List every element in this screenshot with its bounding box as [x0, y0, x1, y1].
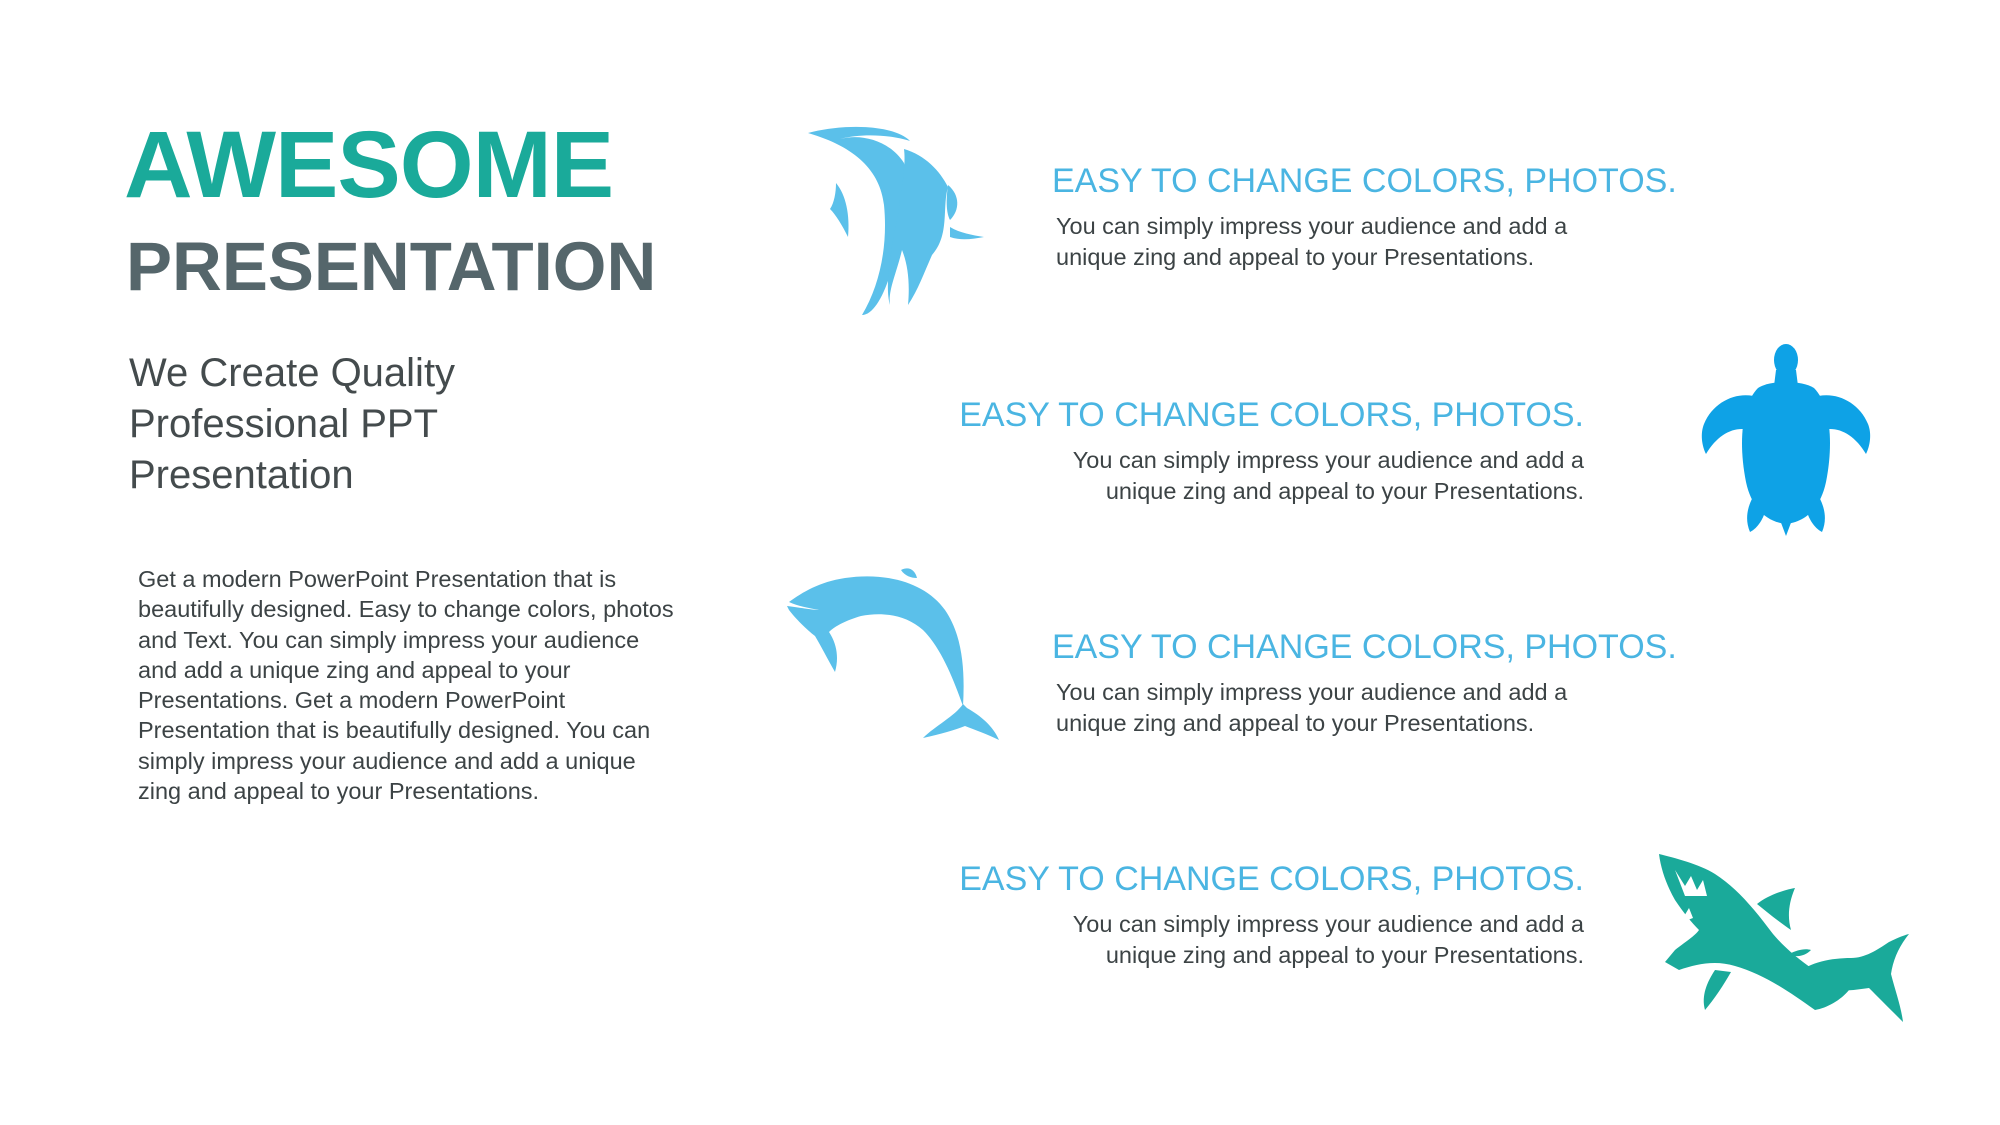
feature-item-3 — [1052, 630, 1677, 738]
hero-body-text: Get a modern PowerPoint Presentation that is beautifully designed. Easy to change colors, photos and Text. You can simply impress your audience and add a unique zing and appeal to your Presentations. Get a modern PowerPoint Presentation that is beautifully designed. You can simply impress your audience and add a unique zing and appeal to your Presentations. — [138, 566, 674, 805]
feature-description — [1056, 211, 1677, 272]
feature-description-line: unique zing and appeal to your Presentations. — [1056, 243, 1535, 270]
feature-description-line: You can simply impress your audience and add a — [1056, 679, 1568, 705]
feature-description-line: unique zing and appeal to your Presentations. — [1105, 477, 1584, 504]
feature-heading: EASY TO CHANGE COLORS, PHOTOS. — [1052, 162, 1677, 200]
feature-item-1 — [1052, 164, 1677, 272]
feature-description — [959, 909, 1584, 970]
feature-description — [959, 445, 1584, 506]
feature-item-2 — [959, 398, 1584, 506]
feature-description-line: unique zing and appeal to your Presentations. — [1105, 941, 1584, 968]
turtle-icon — [1700, 342, 1875, 537]
feature-description-line: You can simply impress your audience and add a — [1056, 213, 1568, 239]
dolphin-icon — [785, 568, 1000, 758]
hero-tagline: We Create Quality Professional PPT Presentation — [129, 351, 456, 497]
feature-description-line: You can simply impress your audience and add a — [1072, 447, 1584, 473]
feature-heading: EASY TO CHANGE COLORS, PHOTOS. — [959, 396, 1584, 434]
feature-description-line: You can simply impress your audience and add a — [1072, 911, 1584, 937]
feature-description-line: unique zing and appeal to your Presentations. — [1056, 709, 1535, 736]
feature-item-4 — [959, 862, 1584, 970]
feature-heading: EASY TO CHANGE COLORS, PHOTOS. — [959, 860, 1584, 898]
hero-title: AWESOME — [124, 112, 614, 218]
angelfish-icon — [800, 125, 990, 320]
hero-subtitle: PRESENTATION — [126, 228, 657, 305]
feature-description — [1056, 677, 1677, 738]
shark-icon — [1655, 850, 1910, 1030]
feature-heading: EASY TO CHANGE COLORS, PHOTOS. — [1052, 628, 1677, 666]
